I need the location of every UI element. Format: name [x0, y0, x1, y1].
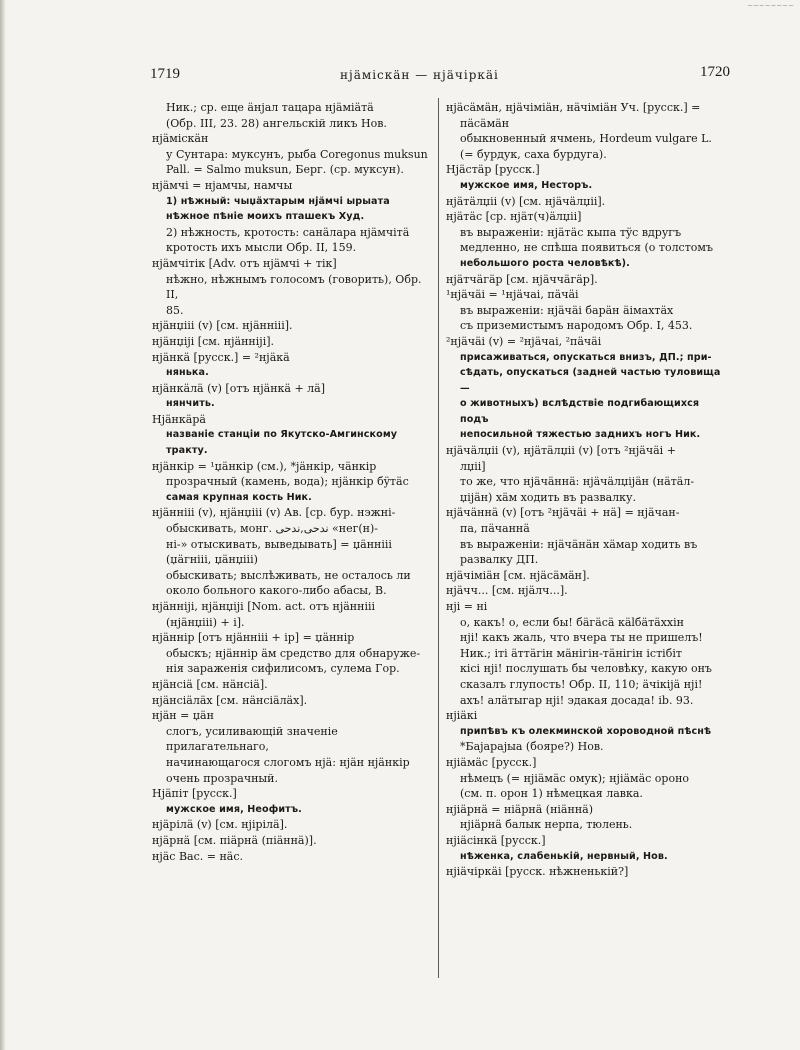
entry-line: очень прозрачный.: [166, 771, 279, 785]
headword-line: нјäннiii (v), нјäнџiii (v) Ав. [ср. бур. нэжнi-: [152, 506, 396, 520]
headword-line: нјiäмäс [русск.]: [446, 755, 537, 769]
entry-line: (нјäнџiii) + i].: [166, 615, 245, 629]
column-divider: [438, 98, 439, 978]
entry-line: (= бурдук, саха бурдуга).: [460, 147, 607, 161]
headword-line: нјäмiскäн: [152, 132, 209, 146]
entry-line: непосильной тяжестью заднихъ ногъ Ник.: [460, 429, 701, 441]
corner-mark: ~~~~~~~~: [747, 2, 794, 10]
headword-line: Нјäпiт [русск.]: [152, 787, 237, 801]
entry-line: самая крупная кость Ник.: [166, 491, 312, 503]
headword-line: нјäчäннä (v) [отъ ²нјäчäi + нä] = нјäчан-: [446, 506, 680, 520]
headword-line: нјiäсiнкä [русск.]: [446, 833, 546, 847]
entry-line: Ник.; ср. еще äнјал тацара нјäмiäтä: [166, 101, 374, 114]
entry-line: 2) нѣжность, кротость: санäлара нјäмчiтä: [166, 225, 410, 239]
left-column: [152, 100, 430, 864]
entry-line: съ приземистымъ народомъ Обр. I, 453.: [460, 319, 693, 333]
entry-line: џiјäн) хäм ходить въ развалку.: [460, 490, 637, 504]
entry-line: въ выраженiи: нјäчäi барäн äiмахтäх: [460, 303, 674, 317]
headword-line: нјäчäлџii (v), нјäтäлџii (v) [отъ ²нјäчäi +: [446, 444, 676, 458]
entry-line: нiя зараженiя сифилисомъ, сулема Гор.: [166, 662, 400, 676]
entry-line: названiе станцiи по Якутско-Амгинскому: [166, 429, 398, 441]
headword-line: нјäннiјi, нјäнџiјi [Nom. act. отъ нјäннiii: [152, 600, 376, 613]
entry-line: медленно, не спѣша появиться (о толстомъ: [460, 241, 713, 255]
entry-line: слогъ, усиливающiй значенiе прилагательнаго,: [166, 724, 338, 754]
entry-line: около больного какого-либо абасы, В.: [166, 584, 387, 598]
headword-line: нјäтäс [ср. нјäт(ч)äлџii]: [446, 210, 582, 224]
headword-line: нјiäчiркäi [русск. нѣжненькiй?]: [446, 865, 629, 879]
entry-line: сѣдать, опускаться (задней частью туловища —: [460, 367, 721, 394]
headword-line: нјäнџiii (v) [см. нјäннiii].: [152, 319, 293, 333]
entry-line: о животныхъ) вслѣдствiе подгибающихся подъ: [460, 398, 700, 425]
entry-line: 85.: [166, 303, 184, 317]
entry-line: (Обр. III, 23. 28) ангельскiй ликъ Нов.: [166, 116, 387, 130]
entry-line: *Бајарајыа (бояре?) Нов.: [460, 740, 604, 754]
entry-line: присаживаться, опускаться внизъ, ДП.; при-: [460, 351, 712, 363]
entry-line: па, пäчаннä: [460, 522, 530, 536]
entry-line: мужское имя, Неофитъ.: [166, 803, 302, 815]
entry-line: Pall. = Salmo muksun, Берг. (ср. муксун).: [166, 163, 404, 177]
headword-line: нјäнсiäлäх [см. нäнсiäлäх].: [152, 693, 308, 707]
right-column: [446, 100, 731, 880]
entry-line: нѣжно, нѣжнымъ голосомъ (говорить), Обр. II,: [166, 272, 422, 302]
entry-line: кротость ихъ мысли Обр. II, 159.: [166, 241, 357, 255]
entry-line: нѣмецъ (= нјiäмäс омук); нјiäмäс оронo: [460, 771, 690, 785]
page-number-left: 1719: [150, 66, 180, 82]
headword-line: нјäмчi = нјамчы, намчы: [152, 178, 293, 192]
entry-line: лџii]: [460, 459, 486, 473]
headword-line: нјäннiр [отъ нјäннiii + iр] = џäннiр: [152, 631, 355, 645]
headword-line: нјäчч... [см. нјäлч...].: [446, 584, 568, 598]
headword-line: нјäнкäлä (v) [отъ нјäнкä + лä]: [152, 381, 326, 395]
headword-line: нјäрнä [см. пiäрнä (пiäннä)].: [152, 833, 317, 847]
headword-line: нјäнкiр = ¹џäнкiр (см.), *јäнкiр, чäнкiр: [152, 459, 377, 473]
entry-line: (џäгнiii, џäнџiii): [166, 553, 258, 567]
entry-line: у Сунтара: мукcунъ, рыба Coregonus muksun: [166, 147, 428, 161]
entry-line: кiсi нјi! послушать бы человѣку, какую онъ: [460, 662, 712, 676]
headword-line: Нјäстäр [русск.]: [446, 163, 540, 177]
entry-line: мужское имя, Несторъ.: [460, 179, 593, 191]
entry-line: развалку ДП.: [460, 553, 539, 567]
headword-line: нјiäкi: [446, 709, 478, 723]
entry-line: нянчить.: [166, 398, 215, 410]
entry-line: нѣженка, слабенькiй, нервный, Нов.: [460, 850, 668, 862]
page-header: [150, 62, 730, 86]
entry-line: нјi! какъ жаль, что вчера ты не пришелъ!: [460, 631, 703, 645]
headword-line: нјäнџiјi [см. нјäннiјi].: [152, 334, 274, 348]
headword-line: нјiäрнä = нiäрнä (нiäннä): [446, 802, 594, 816]
headword-line: нјi = нi: [446, 600, 488, 613]
entry-line: прозрачный (камень, вода); нјäнкiр бÿтäс: [166, 475, 409, 489]
entry-line: обыскивать, монг. ندحى,ندحى «нег(н)-: [166, 522, 379, 536]
entry-line: въ выраженiи: нјäтäс кыпа тÿс вдругъ: [460, 225, 682, 239]
entry-line: о, какъ! о, если бы! бäгäсä кälбäтäххiн: [460, 615, 684, 629]
entry-line: припѣвъ къ олекминской хороводной пѣснѣ: [460, 725, 712, 737]
headword-line: нјäчiмiäн [см. нјäсäмäн].: [446, 568, 590, 582]
entry-line: нi-» отыскивать, выведывать] = џäннiii: [166, 537, 392, 551]
entry-line: ахъ! алäтыгар нјi! эдакая досада! ib. 93.: [460, 693, 694, 707]
entry-line: (см. п. орон 1) нѣмецкая лавка.: [460, 787, 643, 801]
headword-line: нјäнсiä [см. нäнсiä].: [152, 677, 268, 691]
headword-line: нјäрiлä (v) [см. нјiрiлä].: [152, 818, 288, 832]
headword-line: нјäсäмäн, нјäчiмiäн, нäчiмiäн Уч. [русск.] =: [446, 101, 701, 114]
running-head: нјäмiскäн — нјäчiркäi: [340, 68, 499, 82]
entry-line: обыкновенный ячмень, Hordeum vulgare L.: [460, 132, 712, 146]
headword-line: Нјäнкäрä: [152, 412, 206, 426]
entry-line: нянька.: [166, 367, 209, 379]
entry-line: обыскъ; нјäннiр äм средство для обнаруже-: [166, 646, 421, 660]
entry-line: нѣжное пѣнiе моихъ пташекъ Худ.: [166, 211, 365, 223]
page-number-right: 1720: [700, 64, 730, 80]
entry-line: сказалъ глупость! Обр. II, 110; äчiкiјä нјi!: [460, 677, 703, 691]
entry-line: нјiäрнä балык нерпа, тюлень.: [460, 818, 633, 832]
entry-line: пäсäмäн: [460, 116, 510, 130]
headword-line: нјäтчäгäр [см. нјäччäгäр].: [446, 272, 598, 286]
headword-line: нјäтäлџii (v) [см. нјäчäлџii].: [446, 194, 606, 208]
headword-line: ²нјäчäi (v) = ²нјäчаi, ²пäчäi: [446, 334, 602, 348]
headword-line: ¹нјäчäi = ¹нјäчаi, пäчäi: [446, 288, 579, 302]
entry-line: въ выраженiи: нјäчäнäн хäмар ходить въ: [460, 537, 698, 551]
entry-line: обыскивать; выслѣживать, не осталось ли: [166, 568, 411, 582]
entry-line: начинающагося слогомъ нјä: нјäн нјäнкiр: [166, 755, 410, 769]
entry-line: 1) нѣжный: чыџäхтарым нјäмчi ырыата: [166, 195, 390, 207]
headword-line: нјäмчiтiк [Adv. отъ нјäмчi + тiк]: [152, 256, 337, 270]
entry-line: небольшого роста человѣкѣ).: [460, 257, 630, 269]
headword-line: нјäнкä [русск.] = ²нјäкä: [152, 350, 290, 364]
page-edge-shadow: [0, 0, 6, 1050]
entry-line: Ник.; iтi äттäгiн мäнiгiн-тäнiгiн iстiбiт: [460, 646, 682, 660]
entry-line: то же, что нјäчäннä: нјäчäлџiјäн (нäтäл-: [460, 475, 695, 489]
headword-line: нјäс Вас. = нäс.: [152, 849, 244, 863]
entry-line: тракту.: [166, 445, 208, 457]
headword-line: нјäн = џäн: [152, 709, 214, 723]
